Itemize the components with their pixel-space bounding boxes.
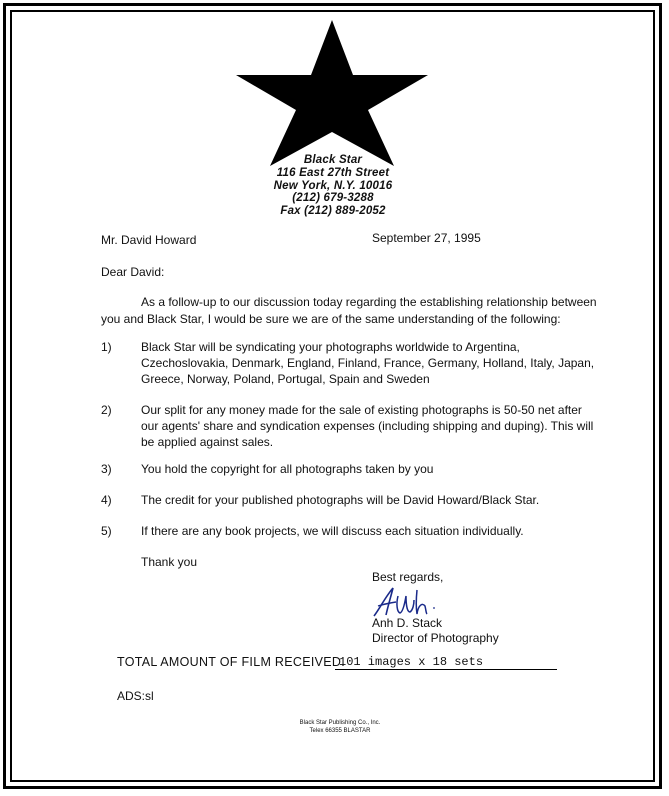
thanks-line: Thank you (141, 555, 198, 569)
company-name: Black Star (303, 154, 363, 166)
item-line: You hold the copyright for all photographs taken by you (141, 462, 434, 476)
letterhead-address (262, 154, 404, 218)
salutation: Dear David: (101, 265, 165, 279)
item-line: our agents' share and syndication expenses (including shipping and duping). This will (141, 419, 594, 433)
city-address: New York, N.Y. 10016 (273, 179, 393, 192)
item-line: Black Star will be syndicating your photographs worldwide to Argentina, (141, 340, 520, 354)
typist-initials: ADS:sl (117, 689, 154, 703)
black-star-logo (232, 18, 436, 168)
footer-company: Black Star Publishing Co., Inc. (299, 720, 381, 726)
recipient: Mr. David Howard (101, 233, 197, 247)
footer-telex: Telex 66355 BLASTAR (309, 728, 371, 734)
item-line: The credit for your published photographs will be David Howard/Black Star. (141, 493, 540, 507)
item-line: Greece, Norway, Poland, Portugal, Spain and Sweden (141, 372, 430, 386)
intro-line-1: As a follow-up to our discussion today regarding the establishing relationship between (141, 295, 597, 309)
letter-date: September 27, 1995 (372, 231, 481, 245)
signer-title: Director of Photography (372, 631, 499, 645)
film-received-label: TOTAL AMOUNT OF FILM RECEIVED. (117, 655, 346, 669)
item-number: 5) (101, 524, 112, 538)
list-item (141, 523, 601, 539)
street-address: 116 East 27th Street (276, 166, 390, 179)
star-icon (236, 20, 428, 166)
item-number: 1) (101, 340, 112, 354)
signer-name: Anh D. Stack (372, 616, 443, 630)
item-number: 4) (101, 493, 112, 507)
item-number: 3) (101, 462, 112, 476)
fax-number: Fax (212) 889-2052 (280, 205, 386, 218)
item-line: Our split for any money made for the sale of existing photographs is 50-50 net after (141, 403, 582, 417)
item-line: be applied against sales. (141, 435, 274, 449)
list-item (141, 492, 601, 508)
list-item (141, 339, 601, 387)
list-item (141, 461, 601, 477)
item-number: 2) (101, 403, 112, 417)
item-line: If there are any book projects, we will discuss each situation individually. (141, 524, 524, 538)
intro-line-2: you and Black Star, I would be sure we are of the same understanding of the following: (101, 312, 561, 326)
film-underline (335, 669, 557, 670)
closing-line: Best regards, (372, 570, 444, 584)
list-item (141, 402, 601, 450)
film-received-value: 101 images x 18 sets (339, 655, 484, 669)
phone-number: (212) 679-3288 (292, 192, 374, 205)
item-line: Czechoslovakia, Denmark, England, Finland, France, Germany, Holland, Italy, Japan, (141, 356, 595, 370)
